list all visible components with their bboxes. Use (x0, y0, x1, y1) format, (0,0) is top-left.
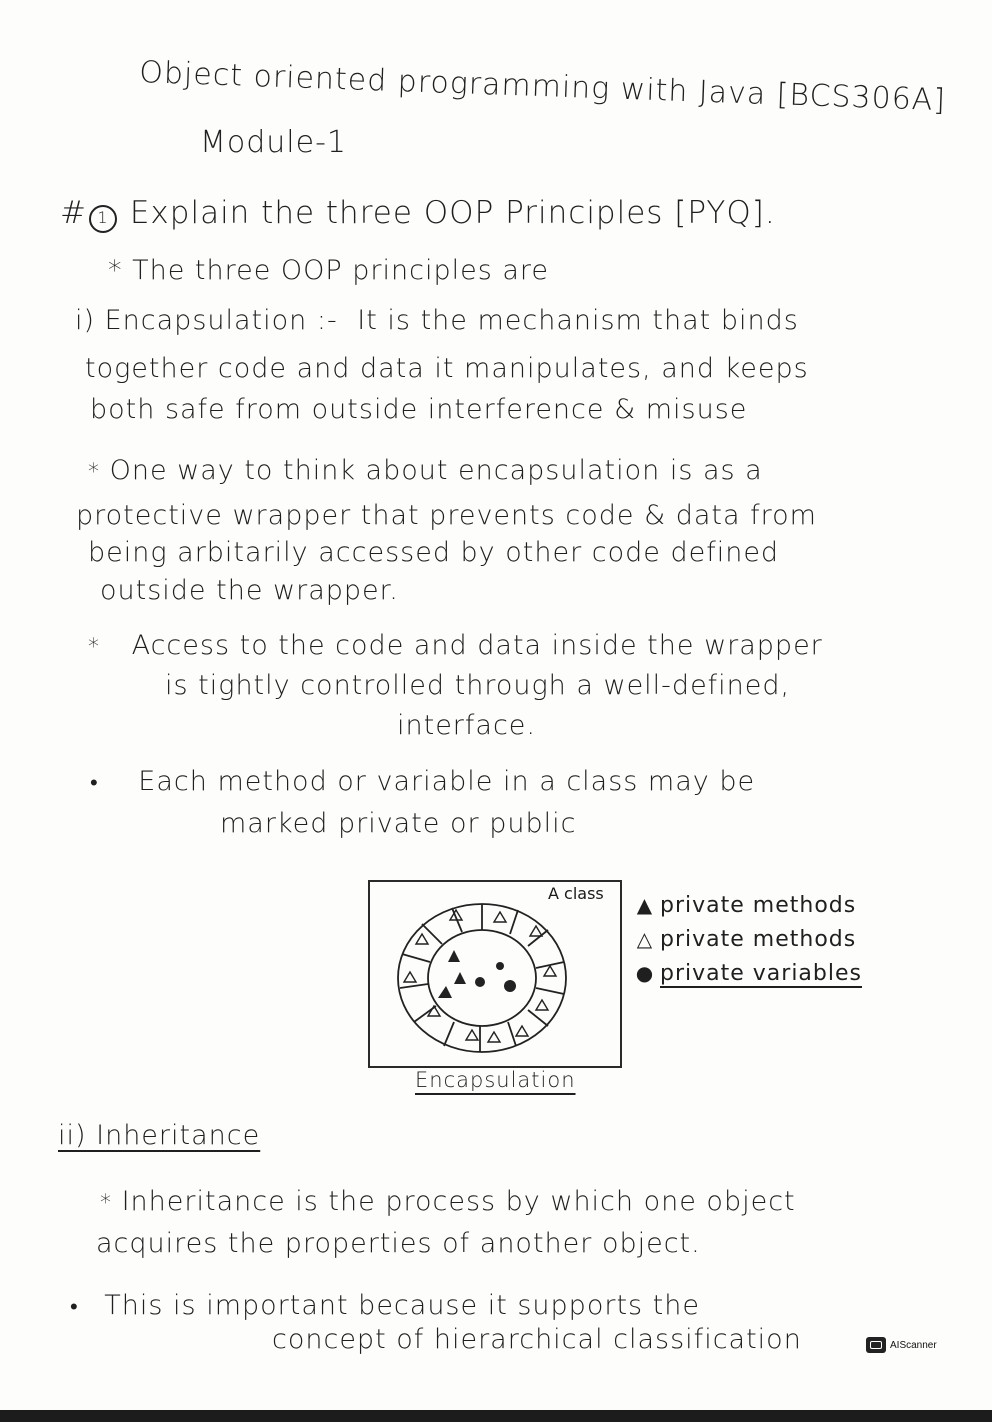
question-text: Explain the three OOP Principles [PYQ]. (129, 195, 776, 231)
point-line: Inheritance is the process by which one object (121, 1186, 796, 1217)
point-line: is tightly controlled through a well-defined, (165, 670, 791, 701)
bullet-star-icon: * (88, 460, 100, 485)
point-line: Each method or variable in a class may be (138, 766, 756, 797)
scanner-camera-icon (866, 1337, 886, 1353)
legend-row (630, 956, 862, 990)
outline-triangle-icon: △ (636, 927, 654, 951)
page-title: Object oriented programming with Java [BCS306A] (138, 55, 947, 119)
bullet-star-icon: * (88, 635, 100, 660)
encapsulation-point-3 (90, 766, 755, 797)
encapsulation-point-2 (88, 630, 823, 661)
filled-circle-icons (475, 962, 516, 992)
inheritance-point-2 (70, 1290, 700, 1321)
question-marker: # (60, 195, 87, 231)
filled-triangle-icons (438, 950, 466, 998)
question-1 (60, 195, 776, 233)
bullet-dot-icon: • (90, 771, 99, 796)
diagram-legend (630, 888, 862, 990)
point-line: acquires the properties of another object. (96, 1228, 701, 1259)
filled-triangle-icon: ▲ (636, 893, 654, 917)
inheritance-point-1 (100, 1186, 796, 1217)
legend-text: private methods (660, 926, 857, 952)
bullet-star-icon: * (100, 1191, 112, 1216)
encapsulation-heading: i) Encapsulation :- (75, 305, 338, 336)
point-line: marked private or public (220, 808, 577, 839)
filled-circle-icon: ● (635, 961, 655, 985)
inheritance-heading: ii) Inheritance (58, 1120, 261, 1151)
diagram-box-label: A class (548, 884, 604, 903)
scanner-watermark-text: AIScanner (890, 1339, 937, 1351)
encapsulation-def-line: both safe from outside interference & misuse (90, 394, 748, 425)
encapsulation-def-line: together code and data it manipulates, and keeps (85, 353, 809, 384)
point-line: being arbitarily accessed by other code defined (88, 537, 780, 568)
point-line: interface. (397, 710, 537, 741)
bottom-bar (0, 1410, 992, 1422)
legend-text: private variables (660, 960, 862, 986)
scanner-watermark (866, 1337, 937, 1353)
encapsulation-diagram-drawing (370, 882, 620, 1066)
module-label: Module-1 (200, 125, 347, 160)
diagram-caption: Encapsulation (415, 1068, 576, 1092)
encapsulation-point-1 (88, 455, 763, 486)
encapsulation-def-line: It is the mechanism that binds (357, 305, 799, 336)
legend-text: private methods (660, 892, 857, 918)
encapsulation-heading-row (75, 305, 799, 336)
point-line: protective wrapper that prevents code & data from (76, 500, 817, 531)
intro-line: * The three OOP principles are (108, 255, 550, 286)
encapsulation-diagram (368, 880, 622, 1068)
legend-row (630, 888, 862, 922)
question-number-circle: 1 (89, 205, 117, 233)
point-line: outside the wrapper. (100, 575, 399, 606)
point-line: This is important because it supports the (104, 1290, 700, 1321)
point-line: Access to the code and data inside the wrapper (131, 630, 823, 661)
legend-row (630, 922, 862, 956)
point-line: concept of hierarchical classification (272, 1324, 802, 1355)
point-line: One way to think about encapsulation is as a (109, 455, 763, 486)
bullet-dot-icon: • (70, 1295, 79, 1320)
